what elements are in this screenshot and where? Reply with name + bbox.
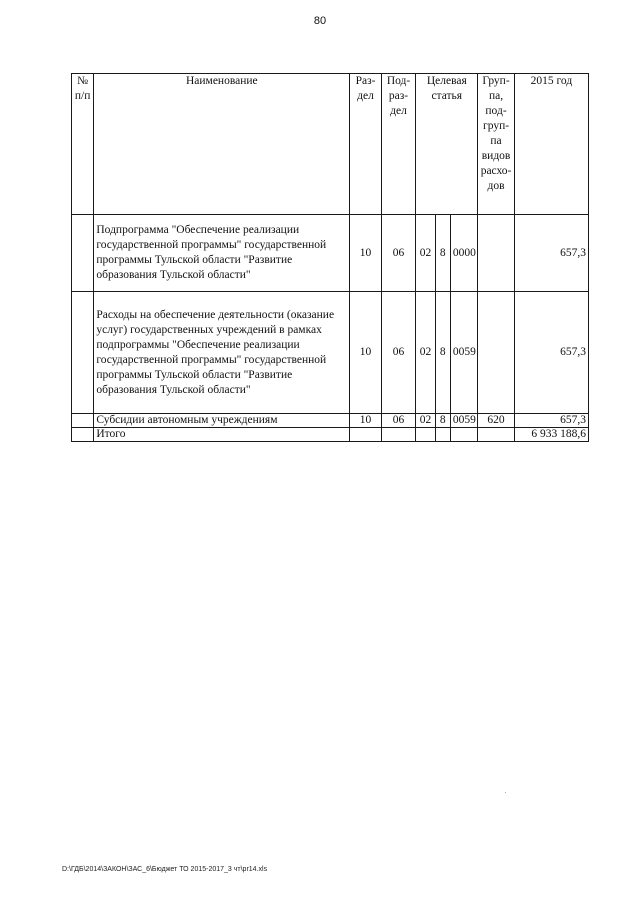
- row-name: Расходы на обеспечение деятельности (оказание услуг) государственных учреждений в рамках подпрограммы "Обеспечение реализации государственной программы" государственной программы Тульской области "Развитие образования Тульской области": [94, 292, 350, 414]
- row-target-3: 0059: [450, 292, 477, 414]
- total-amount: 6 933 188,6: [514, 428, 588, 442]
- header-row: [72, 74, 589, 215]
- row-num: [72, 215, 94, 292]
- row-podrazdel: 06: [381, 414, 416, 428]
- total-podrazdel: [381, 428, 416, 442]
- total-label: Итого: [94, 428, 350, 442]
- row-podrazdel: 06: [381, 292, 416, 414]
- row-num: [72, 292, 94, 414]
- footer-file-path: D:\ГДБ\2014\ЗАКОН\ЗАС_6\Бюджет ТО 2015-2017_3 чт\pr14.xls: [62, 866, 268, 873]
- header-target: Целевая статья: [416, 74, 478, 215]
- row-name: Подпрограмма "Обеспечение реализации государственной программы" государственной программы Тульской области "Развитие образования Тульской области": [94, 215, 350, 292]
- table-row: [72, 215, 589, 292]
- row-num: [72, 414, 94, 428]
- scan-speck: [505, 792, 506, 793]
- total-target-1: [416, 428, 435, 442]
- row-target-1: 02: [416, 292, 435, 414]
- total-num: [72, 428, 94, 442]
- row-target-3: 0059: [450, 414, 477, 428]
- total-row: [72, 428, 589, 442]
- row-name: Субсидии автономным учреждениям: [94, 414, 350, 428]
- row-target-1: 02: [416, 414, 435, 428]
- header-name: Наименование: [94, 74, 350, 215]
- row-amount: 657,3: [514, 215, 588, 292]
- total-target-3: [450, 428, 477, 442]
- row-group: [478, 215, 515, 292]
- row-target-3: 0000: [450, 215, 477, 292]
- row-razdel: 10: [350, 292, 381, 414]
- row-amount: 657,3: [514, 292, 588, 414]
- header-podrazdel: Под-раз-дел: [381, 74, 416, 215]
- total-razdel: [350, 428, 381, 442]
- table-row: [72, 292, 589, 414]
- row-podrazdel: 06: [381, 215, 416, 292]
- header-year: 2015 год: [514, 74, 588, 215]
- row-target-2: 8: [435, 292, 450, 414]
- row-target-1: 02: [416, 215, 435, 292]
- row-razdel: 10: [350, 414, 381, 428]
- row-group: 620: [478, 414, 515, 428]
- row-amount: 657,3: [514, 414, 588, 428]
- table-row: [72, 414, 589, 428]
- header-group: Груп-па, под-груп-па видов расхо-дов: [478, 74, 515, 215]
- page-number: 80: [313, 15, 327, 27]
- row-group: [478, 292, 515, 414]
- row-target-2: 8: [435, 414, 450, 428]
- row-razdel: 10: [350, 215, 381, 292]
- budget-table: [71, 73, 589, 442]
- header-num: № п/п: [72, 74, 94, 215]
- total-group: [478, 428, 515, 442]
- total-target-2: [435, 428, 450, 442]
- row-target-2: 8: [435, 215, 450, 292]
- header-razdel: Раз-дел: [350, 74, 381, 215]
